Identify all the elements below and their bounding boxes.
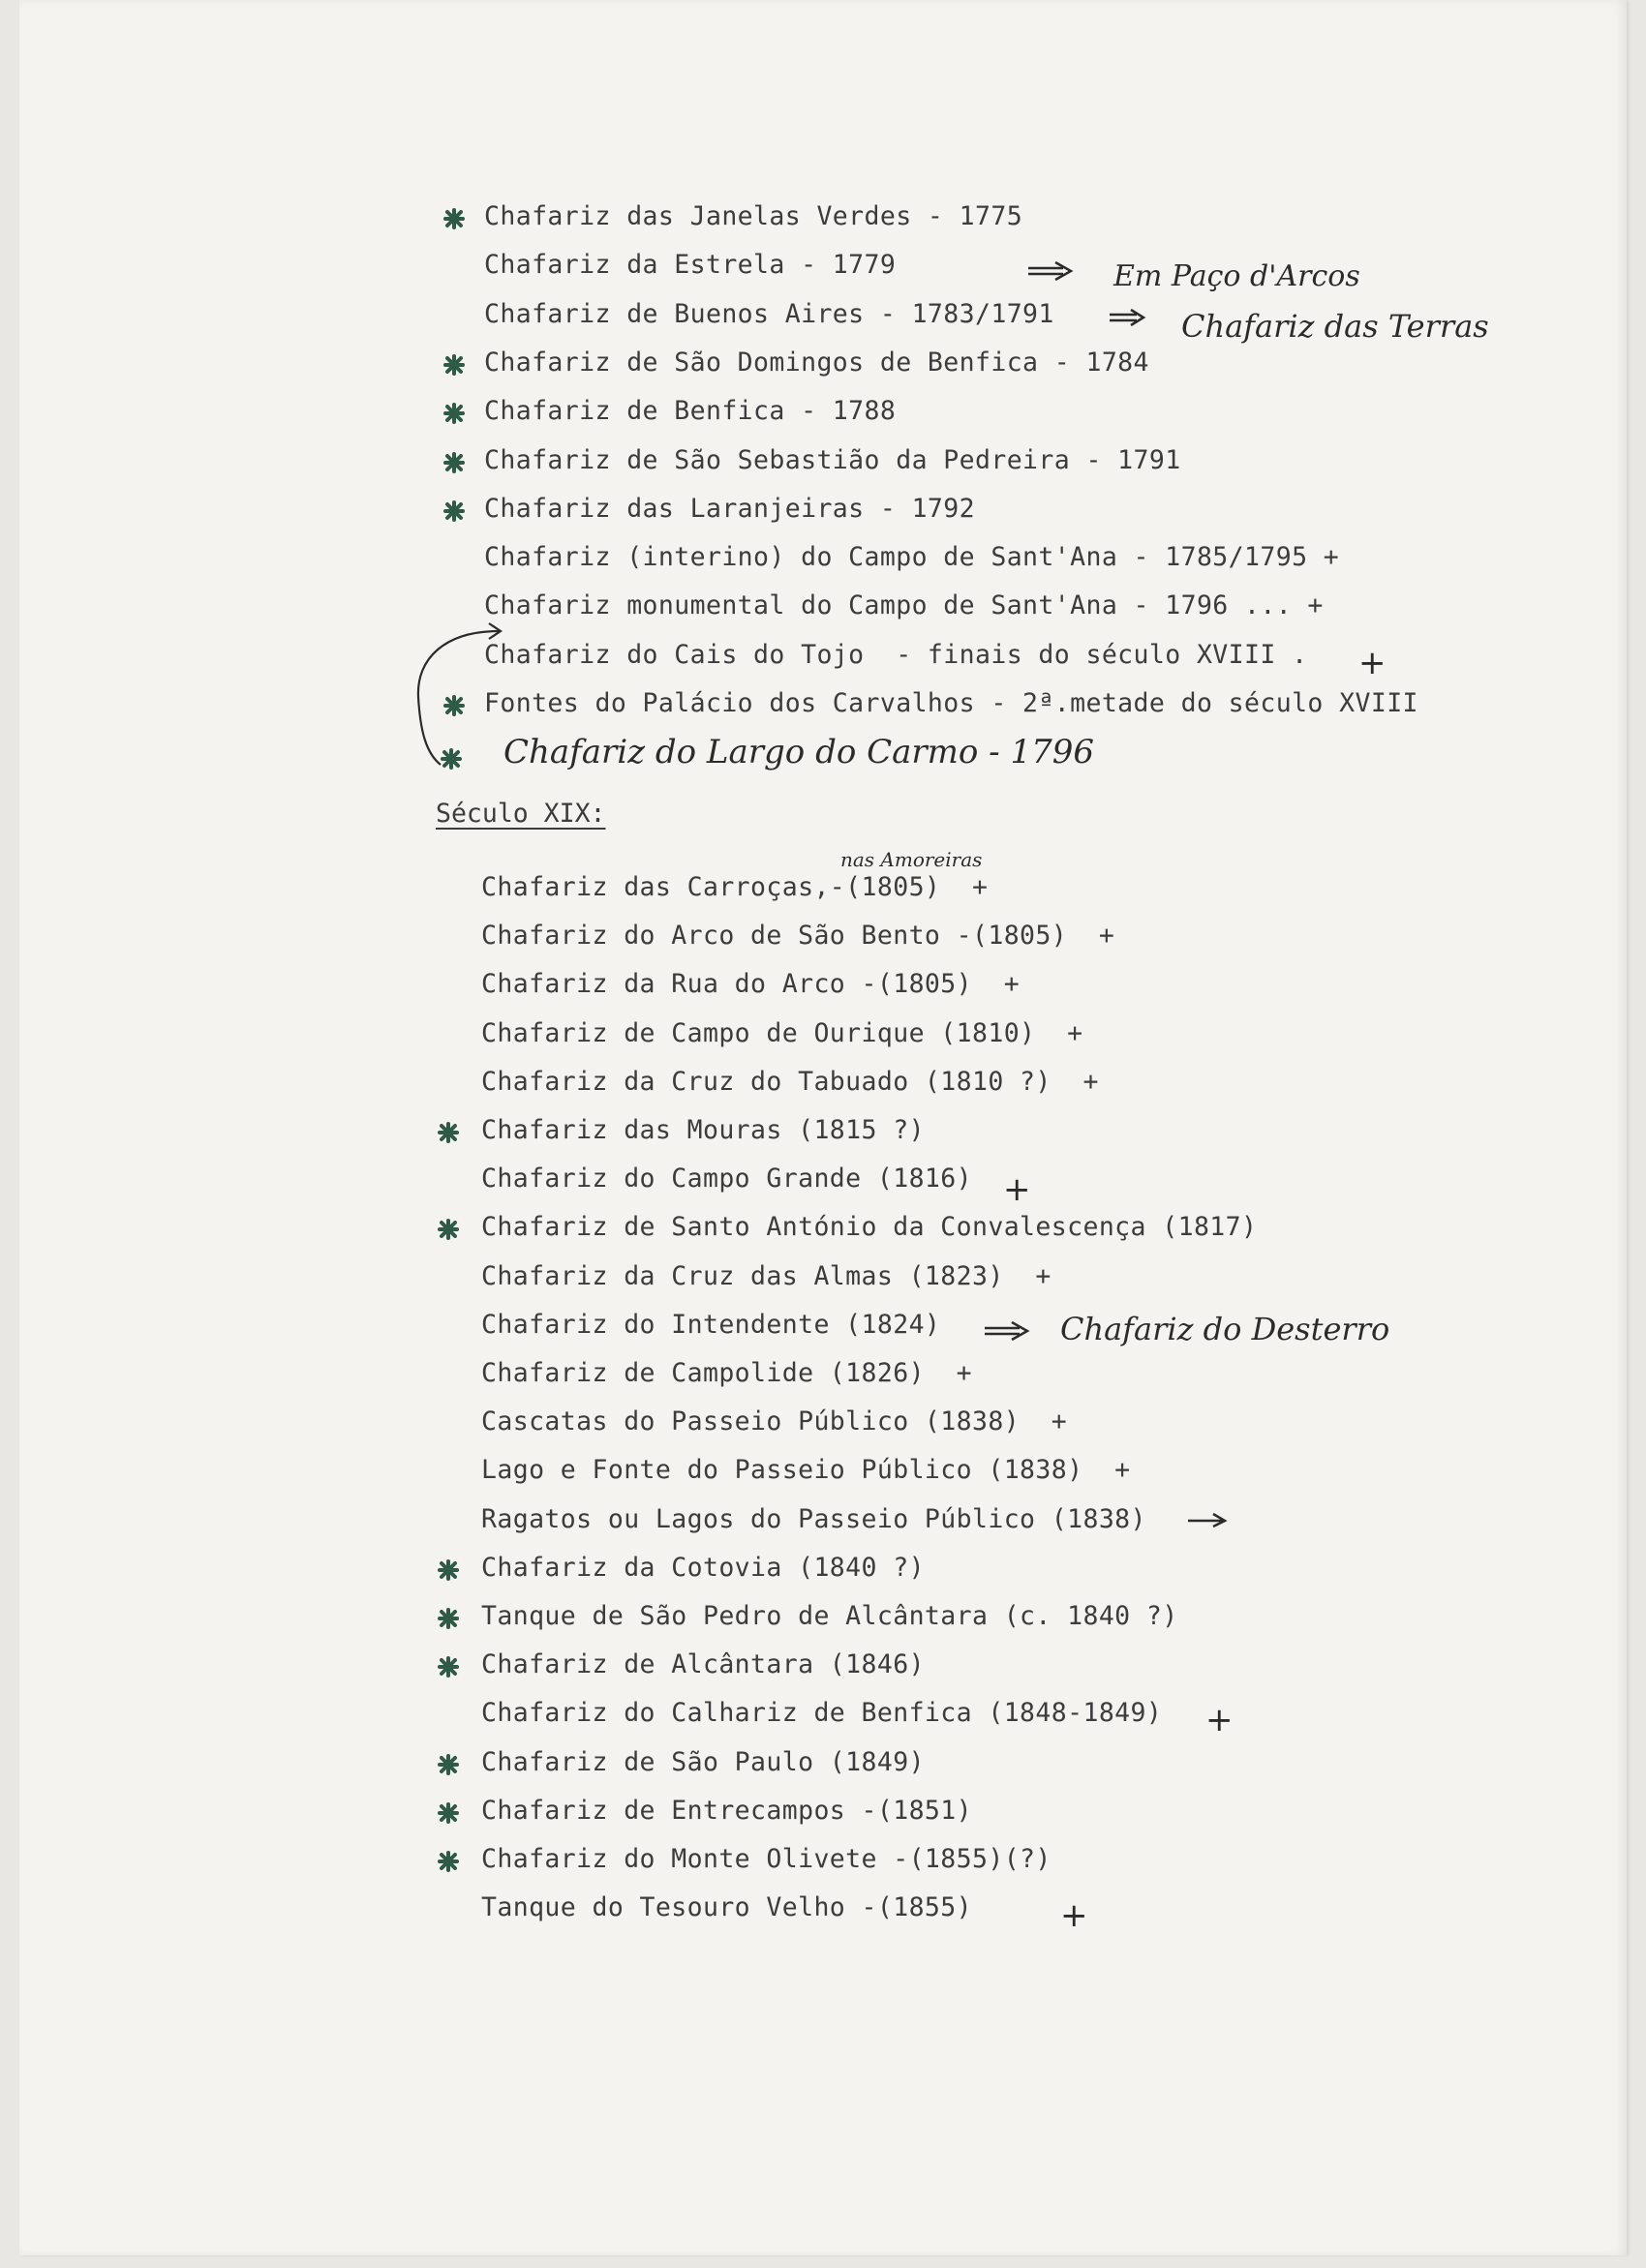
header-entry: Chafariz das Janelas Verdes - 1775 <box>484 201 1023 231</box>
star-icon <box>438 1219 459 1240</box>
century19-entry: Chafariz da Cruz do Tabuado (1810 ?) + <box>481 1066 1099 1097</box>
carmo-handwritten-entry: Chafariz do Largo do Carmo - 1796 <box>503 733 1094 771</box>
header-entry: Chafariz (interino) do Campo de Sant'Ana - 1785/1795 + <box>484 542 1340 573</box>
star-icon <box>443 500 465 522</box>
star-icon <box>443 403 465 424</box>
star-icon <box>443 452 465 473</box>
century19-entry: Chafariz de Santo António da Convalescença (1817) <box>481 1212 1258 1243</box>
century19-entry: Chafariz de Entrecampos -(1851) <box>481 1795 972 1826</box>
curved-arrow-icon <box>407 620 513 774</box>
header-entry: Chafariz das Laranjeiras - 1792 <box>484 493 975 524</box>
estrela-handwritten-note: Em Paço d'Arcos <box>1113 259 1360 293</box>
header-entry: Chafariz de Buenos Aires - 1783/1791 <box>484 298 1054 329</box>
header-entry: Chafariz de São Domingos de Benfica - 1784 <box>484 347 1149 378</box>
header-entry: Chafariz do Cais do Tojo - finais do século XVIII . <box>484 639 1308 670</box>
century19-entry: Chafariz da Cruz das Almas (1823) + <box>481 1260 1052 1291</box>
century19-entry: Chafariz de Campo de Ourique (1810) + <box>481 1017 1083 1048</box>
carrocas-handwritten-note: nas Amoreiras <box>840 848 983 871</box>
header-entry: Chafariz monumental do Campo de Sant'Ana - 1796 ... + <box>484 590 1324 621</box>
century19-entry: Chafariz da Cotovia (1840 ?) <box>481 1552 925 1583</box>
century19-entry: Chafariz do Monte Olivete -(1855)(?) <box>481 1844 1052 1874</box>
buenos-aires-handwritten-note: Chafariz das Terras <box>1181 308 1489 345</box>
century19-entry: Tanque do Tesouro Velho -(1855) <box>481 1892 972 1923</box>
star-icon <box>438 1802 459 1824</box>
star-icon <box>438 1754 459 1775</box>
century19-entry: Chafariz da Rua do Arco -(1805) + <box>481 969 1021 1000</box>
header-entry: Chafariz de São Sebastião da Pedreira - 1791 <box>484 444 1181 475</box>
campo-grande-cross-mark: + <box>1003 1170 1031 1209</box>
star-icon <box>443 208 465 229</box>
century19-entry: Tanque de São Pedro de Alcântara (c. 1840 ?) <box>481 1601 1178 1631</box>
tesouro-cross-mark: + <box>1060 1896 1088 1935</box>
century19-entry: Chafariz do Calhariz de Benfica (1848-1849) <box>481 1698 1163 1729</box>
arrow-icon-intendente <box>983 1319 1031 1343</box>
calhariz-cross-mark: + <box>1205 1701 1234 1739</box>
header-entry: Fontes do Palácio dos Carvalhos - 2ª.metade do século XVIII <box>484 688 1418 718</box>
century19-entry: Chafariz de Alcântara (1846) <box>481 1649 925 1680</box>
century19-entry: Chafariz do Arco de São Bento -(1805) + <box>481 921 1115 952</box>
header-entry: Chafariz da Estrela - 1779 <box>484 250 897 281</box>
star-icon <box>443 354 465 376</box>
century19-entry: Chafariz do Intendente (1824) <box>481 1309 941 1340</box>
century19-entry: Lago e Fonte do Passeio Público (1838) + <box>481 1455 1131 1486</box>
century19-entry: Ragatos ou Lagos do Passeio Público (1838) <box>481 1503 1146 1534</box>
header-entry: Chafariz de Benfica - 1788 <box>484 396 897 427</box>
century19-entry: Chafariz das Carroças,-(1805) + <box>481 872 989 902</box>
document-page <box>19 0 1627 2255</box>
century19-entry: Chafariz de Campolide (1826) + <box>481 1358 972 1388</box>
century19-entry: Chafariz das Mouras (1815 ?) <box>481 1115 925 1145</box>
intendente-handwritten-note: Chafariz do Desterro <box>1060 1311 1390 1347</box>
star-icon <box>438 1851 459 1872</box>
arrow-icon-buenos-aires <box>1108 307 1146 328</box>
star-icon <box>438 1656 459 1678</box>
star-icon <box>438 1559 459 1581</box>
arrow-icon-ragatos <box>1186 1510 1229 1529</box>
star-icon <box>438 1122 459 1143</box>
arrow-icon-estrela <box>1026 259 1075 283</box>
section-heading: Século XIX: <box>436 799 606 829</box>
century19-entry: Cascatas do Passeio Público (1838) + <box>481 1406 1068 1437</box>
cais-cross-mark: + <box>1358 644 1387 682</box>
star-icon <box>438 1608 459 1629</box>
century19-entry: Chafariz de São Paulo (1849) <box>481 1746 925 1777</box>
century19-entry: Chafariz do Campo Grande (1816) <box>481 1164 972 1194</box>
